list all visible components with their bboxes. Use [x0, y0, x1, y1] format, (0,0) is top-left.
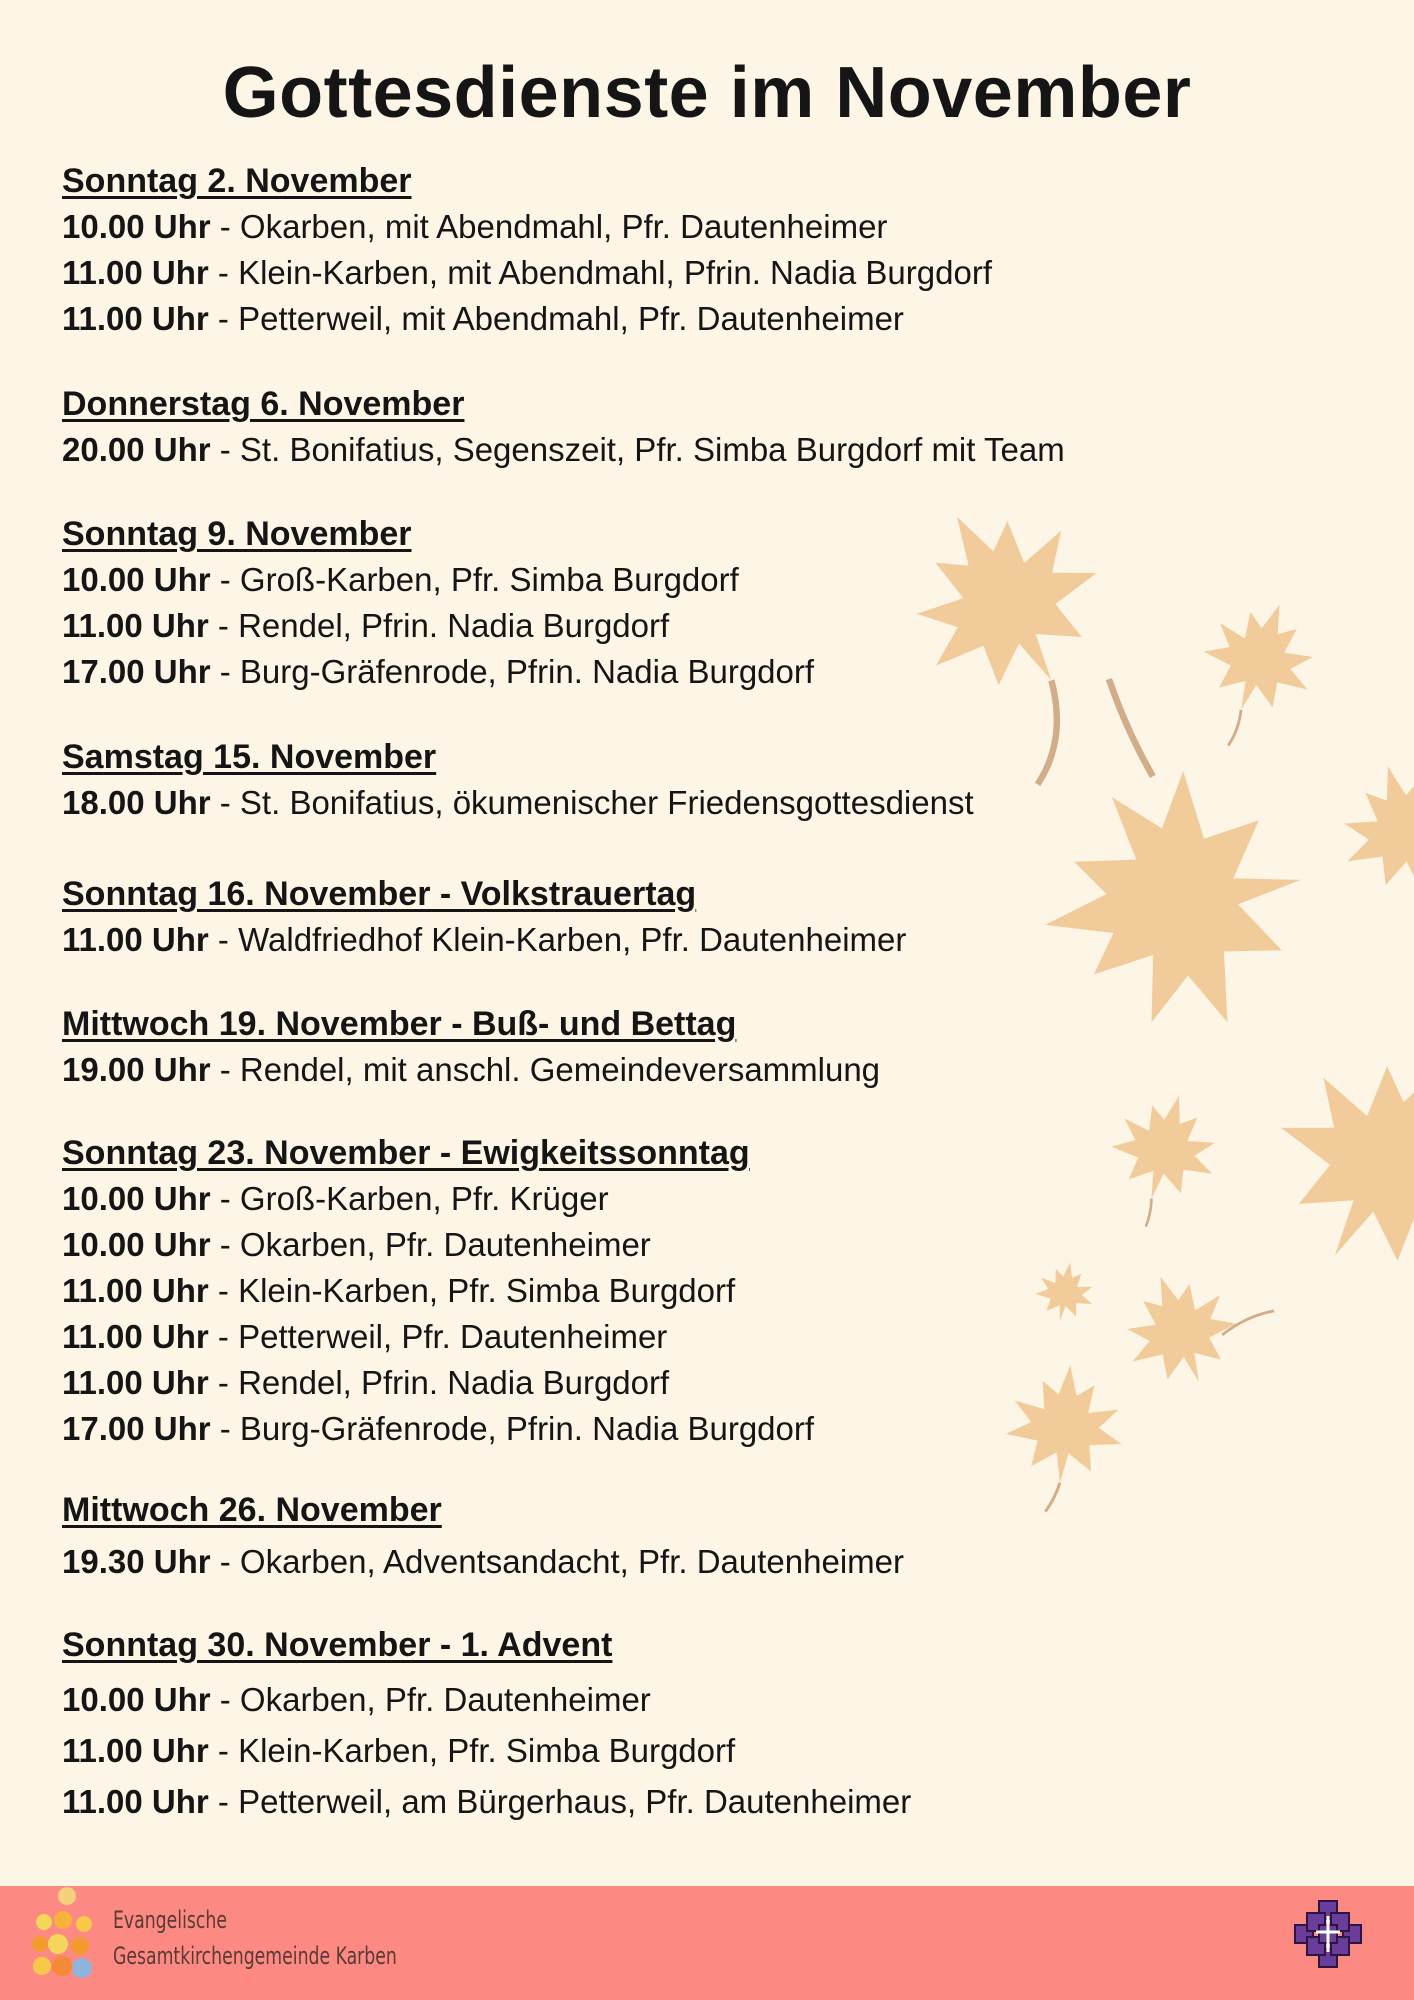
day-heading: Sonntag 2. November — [62, 162, 412, 200]
service-row: 10.00 Uhr - Okarben, Pfr. Dautenheimer — [62, 1226, 651, 1263]
org-line-2: Gesamtkirchengemeinde Karben — [113, 1942, 397, 1970]
service-details: Okarben, Pfr. Dautenheimer — [239, 1681, 651, 1718]
day-heading: Sonntag 9. November — [62, 515, 412, 553]
service-row: 11.00 Uhr - Klein-Karben, Pfr. Simba Burgdorf — [62, 1272, 736, 1309]
day-section — [62, 158, 992, 342]
service-time: 18.00 Uhr — [62, 784, 211, 821]
service-details: Groß-Karben, Pfr. Simba Burgdorf — [239, 561, 739, 598]
service-row: 11.00 Uhr - Rendel, Pfrin. Nadia Burgdorf — [62, 607, 670, 644]
service-details: Burg-Gräfenrode, Pfrin. Nadia Burgdorf — [239, 1410, 815, 1447]
service-row: 17.00 Uhr - Burg-Gräfenrode, Pfrin. Nadia Burgdorf — [62, 1410, 815, 1447]
service-details: Petterweil, Pfr. Dautenheimer — [238, 1318, 668, 1355]
day-heading: Donnerstag 6. November — [62, 385, 465, 423]
day-section — [62, 1622, 911, 1827]
service-details: Rendel, mit anschl. Gemeindeversammlung — [239, 1051, 881, 1088]
service-time: 19.30 Uhr — [62, 1543, 211, 1580]
service-time: 10.00 Uhr — [62, 208, 211, 245]
day-heading: Samstag 15. November — [62, 738, 437, 776]
service-time: 11.00 Uhr — [62, 300, 209, 337]
footer-bar — [0, 1886, 1414, 2000]
service-row: 17.00 Uhr - Burg-Gräfenrode, Pfrin. Nadia Burgdorf — [62, 653, 815, 690]
org-line-1: Evangelische — [113, 1906, 227, 1934]
service-time: 11.00 Uhr — [62, 1272, 209, 1309]
service-row: 11.00 Uhr - Waldfriedhof Klein-Karben, Pfr. Dautenheimer — [62, 921, 907, 958]
service-details: Groß-Karben, Pfr. Krüger — [239, 1180, 609, 1217]
service-row: 19.00 Uhr - Rendel, mit anschl. Gemeindeversammlung — [62, 1051, 881, 1088]
service-details: Okarben, Pfr. Dautenheimer — [239, 1226, 651, 1263]
day-section — [62, 511, 814, 695]
service-details: St. Bonifatius, ökumenischer Friedensgottesdienst — [239, 784, 974, 821]
day-heading: Mittwoch 19. November - Buß- und Bettag — [62, 1005, 737, 1043]
maple-leaf-icon — [1326, 750, 1414, 908]
maple-leaf-icon — [1000, 1360, 1128, 1518]
service-details: St. Bonifatius, Segenszeit, Pfr. Simba Burgdorf mit Team — [239, 431, 1065, 468]
service-row: 18.00 Uhr - St. Bonifatius, ökumenischer Friedensgottesdienst — [62, 784, 974, 821]
service-time: 11.00 Uhr — [62, 1318, 209, 1355]
service-row: 11.00 Uhr - Petterweil, mit Abendmahl, Pfr. Dautenheimer — [62, 300, 904, 337]
service-details: Waldfriedhof Klein-Karben, Pfr. Dautenheimer — [238, 921, 907, 958]
service-time: 10.00 Uhr — [62, 561, 211, 598]
page-title: Gottesdienste im November — [222, 53, 1192, 133]
service-time: 10.00 Uhr — [62, 1681, 211, 1718]
service-time: 17.00 Uhr — [62, 653, 211, 690]
church-logo — [30, 1886, 110, 2000]
service-details: Rendel, Pfrin. Nadia Burgdorf — [238, 1364, 670, 1401]
service-time: 11.00 Uhr — [62, 1732, 209, 1769]
day-heading: Sonntag 30. November - 1. Advent — [62, 1626, 613, 1664]
day-section — [62, 1487, 904, 1585]
service-details: Okarben, Adventsandacht, Pfr. Dautenheimer — [239, 1543, 904, 1580]
cross-icon — [1292, 1898, 1364, 1970]
service-row: 10.00 Uhr - Groß-Karben, Pfr. Simba Burgdorf — [62, 561, 739, 598]
service-details: Klein-Karben, Pfr. Simba Burgdorf — [238, 1732, 736, 1769]
maple-leaf-icon — [1109, 1244, 1288, 1401]
service-row: 10.00 Uhr - Okarben, mit Abendmahl, Pfr. Dautenheimer — [62, 208, 888, 245]
service-time: 11.00 Uhr — [62, 1783, 209, 1820]
service-time: 10.00 Uhr — [62, 1180, 211, 1217]
service-row: 11.00 Uhr - Klein-Karben, Pfr. Simba Burgdorf — [62, 1732, 736, 1769]
service-row: 11.00 Uhr - Petterweil, am Bürgerhaus, Pfr. Dautenheimer — [62, 1783, 912, 1820]
service-time: 11.00 Uhr — [62, 1364, 209, 1401]
maple-leaf-icon — [1031, 1257, 1098, 1325]
service-row: 11.00 Uhr - Petterweil, Pfr. Dautenheimer — [62, 1318, 668, 1355]
service-row: 10.00 Uhr - Groß-Karben, Pfr. Krüger — [62, 1180, 609, 1217]
service-details: Petterweil, am Bürgerhaus, Pfr. Dautenheimer — [238, 1783, 912, 1820]
day-section — [62, 734, 974, 826]
day-heading: Sonntag 23. November - Ewigkeitssonntag — [62, 1134, 750, 1172]
service-row: 11.00 Uhr - Klein-Karben, mit Abendmahl, Pfrin. Nadia Burgdorf — [62, 254, 992, 291]
service-details: Rendel, Pfrin. Nadia Burgdorf — [238, 607, 670, 644]
service-time: 10.00 Uhr — [62, 1226, 211, 1263]
service-details: Okarben, mit Abendmahl, Pfr. Dautenheimer — [239, 208, 888, 245]
day-heading: Sonntag 16. November - Volkstrauertag — [62, 875, 697, 913]
service-details: Burg-Gräfenrode, Pfrin. Nadia Burgdorf — [239, 653, 815, 690]
maple-leaf-icon — [1094, 1082, 1230, 1239]
day-section — [62, 871, 906, 963]
service-row: 19.30 Uhr - Okarben, Adventsandacht, Pfr. Dautenheimer — [62, 1543, 904, 1580]
day-heading: Mittwoch 26. November — [62, 1491, 442, 1529]
maple-leaf-icon — [1005, 652, 1323, 1050]
service-time: 17.00 Uhr — [62, 1410, 211, 1447]
service-time: 19.00 Uhr — [62, 1051, 211, 1088]
maple-leaf-icon — [1176, 586, 1331, 765]
day-section — [62, 381, 1065, 473]
service-row: 20.00 Uhr - St. Bonifatius, Segenszeit, Pfr. Simba Burgdorf mit Team — [62, 431, 1065, 468]
service-row: 10.00 Uhr - Okarben, Pfr. Dautenheimer — [62, 1681, 651, 1718]
service-details: Petterweil, mit Abendmahl, Pfr. Dautenheimer — [238, 300, 904, 337]
service-time: 20.00 Uhr — [62, 431, 211, 468]
day-section — [62, 1130, 814, 1452]
service-row: 11.00 Uhr - Rendel, Pfrin. Nadia Burgdorf — [62, 1364, 670, 1401]
day-section — [62, 1001, 880, 1093]
service-time: 11.00 Uhr — [62, 607, 209, 644]
organization-name — [113, 1902, 397, 1974]
service-time: 11.00 Uhr — [62, 254, 209, 291]
maple-leaf-icon — [1239, 1006, 1414, 1310]
service-details: Klein-Karben, mit Abendmahl, Pfrin. Nadia Burgdorf — [238, 254, 992, 291]
service-details: Klein-Karben, Pfr. Simba Burgdorf — [238, 1272, 736, 1309]
service-time: 11.00 Uhr — [62, 921, 209, 958]
